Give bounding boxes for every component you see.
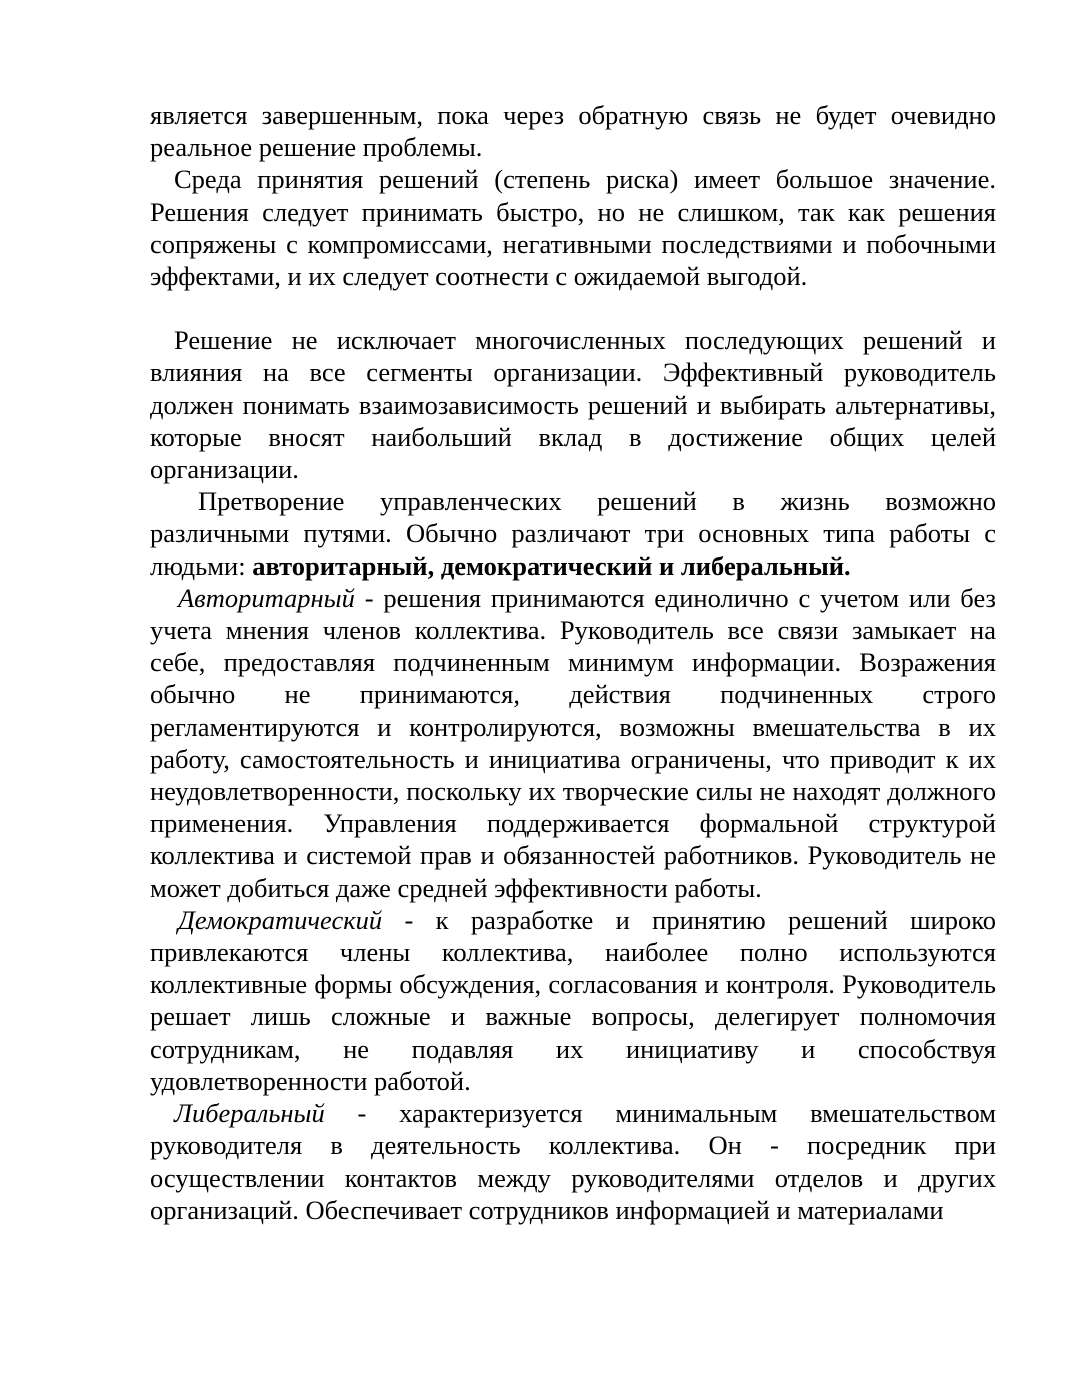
paragraph-2 [150,163,996,292]
paragraph-3 [150,324,996,485]
paragraph-authoritarian [150,582,996,904]
blank-line [150,292,996,324]
paragraph-democratic [150,904,996,1097]
paragraph-2-text: Среда принятия решений (степень риска) имеет большое значение. Решения следует принимать быстро, но не слишком, так как решения сопряжены с компромиссами, негативными последствиями и побочными эффектами, и их следует соотнести с ожидаемой выгодой. [150,164,996,292]
document-page [150,99,996,1226]
paragraph-4-text: Претворение управленческих решений в жизнь возможно различными путями. Обычно различают три основных типа работы с людьми: [150,486,996,581]
term-democratic: Демократический [178,904,383,935]
term-liberal: Либеральный [174,1098,325,1129]
paragraph-liberal-text: - характеризуется минимальным вмешательством руководителя в деятельность коллектива. Он - посредник при осуществлении контактов между руководителями отделов и других организаций. Обеспечивает сотрудников информацией и материалами [150,1098,996,1225]
paragraph-democratic-text: - к разработке и принятию решений широко привлекаются члены коллектива, наиболее полно используются коллективные формы обсуждения, согласования и контроля. Руководитель решает лишь сложные и важные вопросы, делегирует полномочия сотрудникам, не подавляя их инициативу и способствуя удовлетворенности работой. [150,904,996,1096]
paragraph-1-text: является завершенным, пока через обратную связь не будет очевидно реальное решение проблемы. [150,100,996,163]
leadership-styles-list: авторитарный, демократический и либеральный. [252,550,851,581]
term-authoritarian: Авторитарный [178,582,355,613]
paragraph-4 [150,485,996,582]
paragraph-1 [150,99,996,163]
paragraph-authoritarian-text: - решения принимаются единолично с учетом или без учета мнения членов коллектива. Руководитель все связи замыкает на себе, предоставляя подчиненным минимум информации. Возражения обычно не принимаются, действия подчиненных строго регламентируются и контролируются, возможны вмешательства в их работу, самостоятельность и инициатива ограничены, что приводит к их неудовлетворенности, поскольку их творческие силы не находят должного применения. Управления поддерживается формальной структурой коллектива и системой прав и обязанностей работников. Руководитель не может добиться даже средней эффективности работы. [150,582,996,903]
paragraph-3-text: Решение не исключает многочисленных последующих решений и влияния на все сегменты организации. Эффективный руководитель должен понимать взаимозависимость решений и выбирать альтернативы, которые вносят наибольший вклад в достижение общих целей организации. [150,325,996,485]
paragraph-liberal [150,1097,996,1226]
